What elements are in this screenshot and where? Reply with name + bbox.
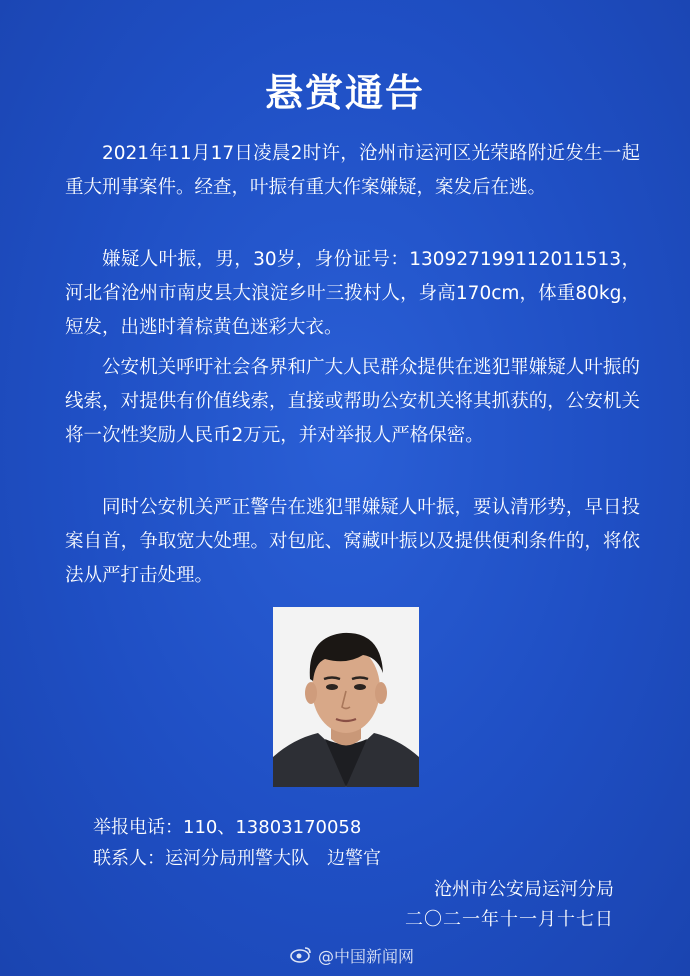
paragraph-suspect: 嫌疑人叶振，男，30岁，身份证号：130927199112011513，河北省沧州市南皮县大浪淀乡叶三拨村人，身高170cm，体重80kg，短发，出逃时着棕黄色迷彩大衣。 bbox=[65, 249, 640, 338]
notice-title: 悬赏通告 bbox=[264, 71, 425, 115]
watermark-text: @中国新闻网 bbox=[318, 947, 415, 966]
suspect-portrait-illustration bbox=[273, 607, 419, 787]
suspect-photo bbox=[273, 607, 419, 787]
issue-date: 二〇二一年十一月十七日 bbox=[405, 909, 614, 930]
contact-person: 联系人：运河分局刑警大队 边警官 bbox=[93, 848, 381, 869]
paragraph-warning: 同时公安机关严正警告在逃犯罪嫌疑人叶振，要认清形势，早日投案自首，争取宽大处理。对包庇、窝藏叶振以及提供便利条件的，将依法从严打击处理。 bbox=[65, 497, 640, 586]
paragraph-case: 2021年11月17日凌晨2时许，沧州市运河区光荣路附近发生一起重大刑事案件。经查，叶振有重大作案嫌疑，案发后在逃。 bbox=[65, 143, 640, 198]
watermark bbox=[290, 944, 414, 967]
issuer-name: 沧州市公安局运河分局 bbox=[434, 879, 614, 900]
contact-phone: 举报电话：110、13803170058 bbox=[93, 817, 362, 838]
weibo-icon bbox=[290, 945, 312, 967]
paragraph-reward: 公安机关呼吁社会各界和广大人民群众提供在逃犯罪嫌疑人叶振的线索，对提供有价值线索，直接或帮助公安机关将其抓获的，公安机关将一次性奖励人民币2万元，并对举报人严格保密。 bbox=[65, 357, 640, 446]
